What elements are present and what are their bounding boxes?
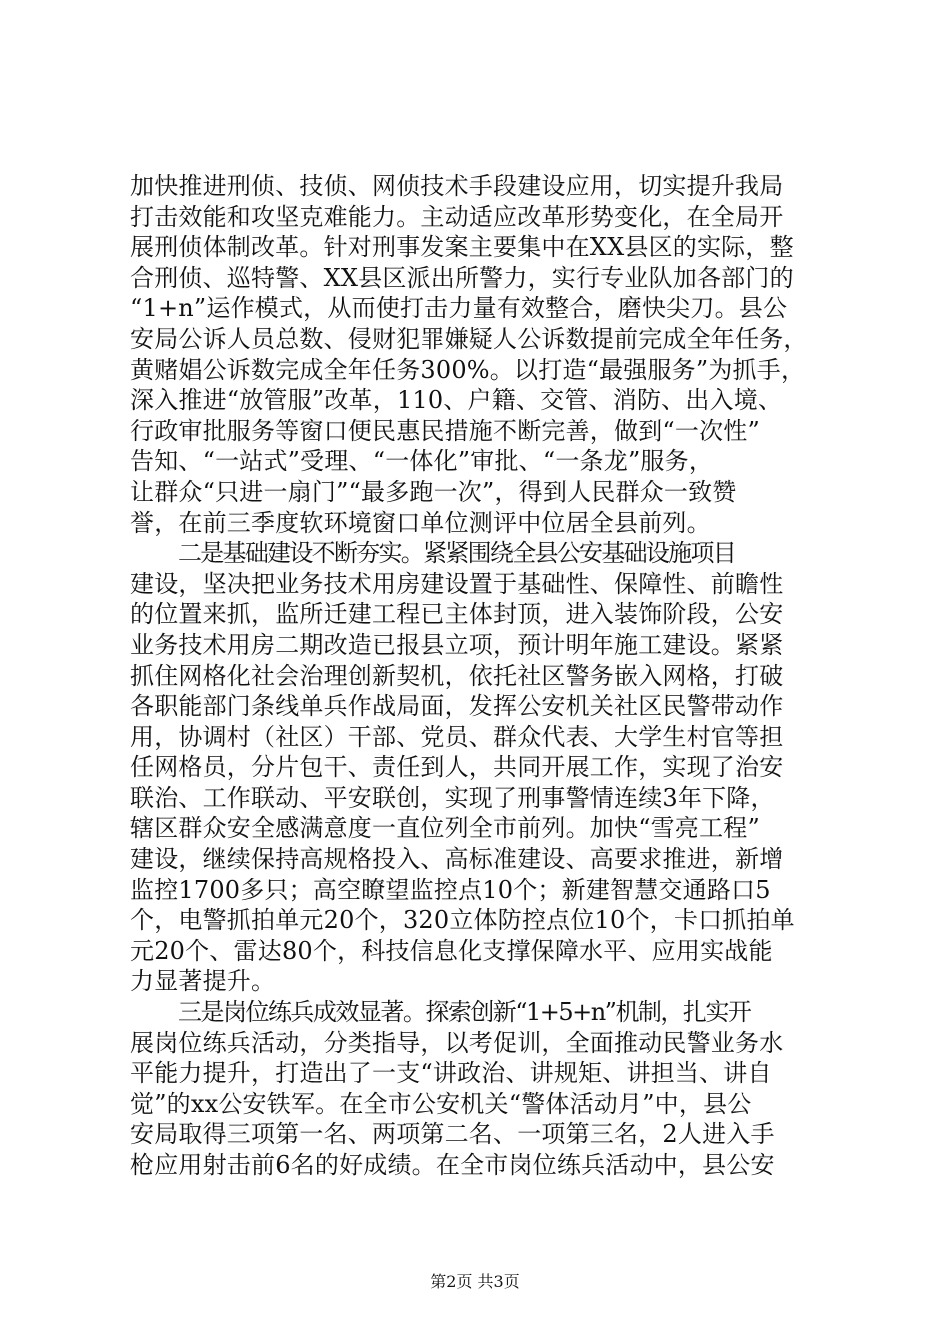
text-line: 觉”的xx公安铁军。在全市公安机关“警体活动月”中，县公	[130, 1089, 752, 1118]
text-line: 建设，继续保持高规格投入、高标准建设、高要求推进，新增	[130, 845, 784, 874]
text-line: 辖区群众安全感满意度一直位列全市前列。加快“雪亮工程”	[130, 814, 760, 843]
page-footer: 第2页 共3页	[430, 1272, 520, 1291]
text-line: 安局取得三项第一名、两项第二名、一项第三名，2人进入手	[130, 1120, 775, 1149]
text-line: 建设，坚决把业务技术用房建设置于基础性、保障性、前瞻性	[130, 569, 784, 598]
text-line: 展刑侦体制改革。针对刑事发案主要集中在XX县区的实际，整	[130, 233, 794, 262]
text-line: 元20个、雷达80个，科技信息化支撑保障水平、应用实战能	[130, 936, 773, 965]
text-line: 业务技术用房二期改造已报县立项，预计明年施工建设。紧紧	[130, 630, 784, 659]
text-line: 联治、工作联动、平安联创，实现了刑事警情连续3年下降，	[130, 783, 775, 812]
text-line: 任网格员，分片包干、责任到人，共同开展工作，实现了治安	[130, 753, 784, 782]
text-line: 告知、“一站式”受理、“一体化”审批、“一条龙”服务，	[130, 447, 714, 476]
document-body	[130, 171, 830, 1181]
text-line: 打击效能和攻坚克难能力。主动适应改革形势变化，在全局开	[130, 202, 784, 231]
text-line: 三是岗位练兵成效显著。探索创新“1+5+n”机制，扎实开	[178, 998, 751, 1027]
text-line: 行政审批服务等窗口便民惠民措施不断完善，做到“一次性”	[130, 416, 760, 445]
text-line: 个，电警抓拍单元20个，320立体防控点位10个，卡口抓拍单	[130, 906, 795, 935]
text-line: 的位置来抓，监所迁建工程已主体封顶，进入装饰阶段，公安	[130, 600, 784, 629]
text-line: 平能力提升，打造出了一支“讲政治、讲规矩、讲担当、讲自	[130, 1059, 772, 1088]
text-line: 二是基础建设不断夯实。紧紧围绕全县公安基础设施项目	[178, 539, 735, 568]
text-line: 监控1700多只；高空瞭望监控点10个；新建智慧交通路口5	[130, 875, 771, 904]
text-line: 让群众“只进一扇门”“最多跑一次”，得到人民群众一致赞	[130, 477, 737, 506]
text-line: 安局公诉人员总数、侵财犯罪嫌疑人公诉数提前完成全年任务，	[130, 324, 808, 353]
text-line: 黄赌娼公诉数完成全年任务300%。以打造“最强服务”为抓手，	[130, 355, 806, 384]
text-line: 力显著提升。	[130, 967, 276, 996]
text-line: 抓住网格化社会治理创新契机，依托社区警务嵌入网格，打破	[130, 661, 784, 690]
text-line: 各职能部门条线单兵作战局面，发挥公安机关社区民警带动作	[130, 692, 784, 721]
text-line: 加快推进刑侦、技侦、网侦技术手段建设应用，切实提升我局	[130, 172, 784, 200]
text-line: 合刑侦、巡特警、XX县区派出所警力，实行专业队加各部门的	[130, 263, 794, 292]
text-line: “1+n”运作模式，从而使打击力量有效整合，磨快尖刀。县公	[130, 294, 788, 323]
text-line: 深入推进“放管服”改革，110、户籍、交管、消防、出入境、	[130, 386, 783, 415]
text-line: 用，协调村（社区）干部、党员、群众代表、大学生村官等担	[130, 722, 784, 751]
text-line: 展岗位练兵活动，分类指导，以考促训，全面推动民警业务水	[130, 1028, 784, 1057]
text-line: 誉，在前三季度软环境窗口单位测评中位居全县前列。	[130, 508, 711, 537]
text-line: 枪应用射击前6名的好成绩。在全市岗位练兵活动中，县公安	[130, 1151, 775, 1179]
